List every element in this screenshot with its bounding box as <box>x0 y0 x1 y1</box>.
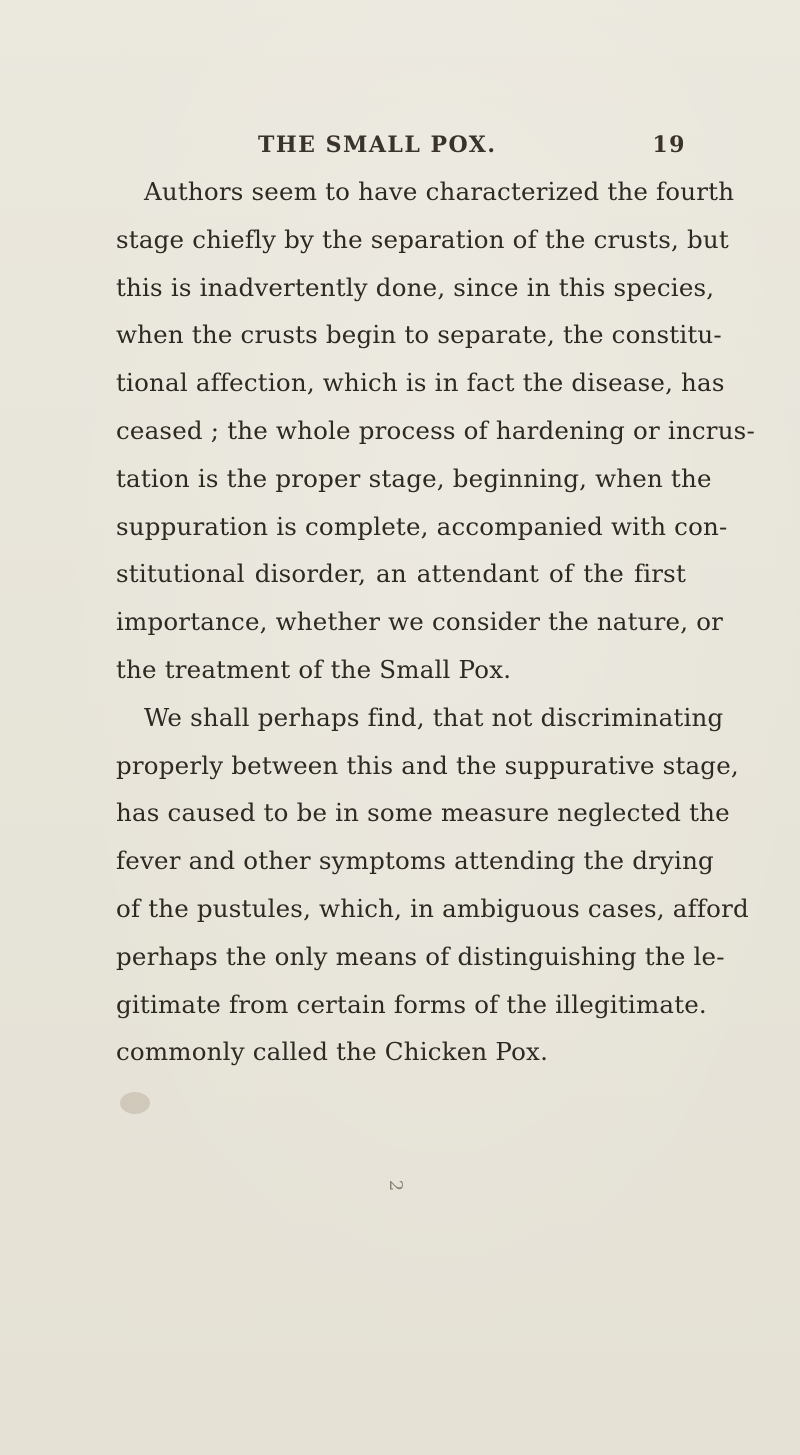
paper-stain <box>120 1092 150 1114</box>
text-line: stage chiefly by the separation of the crusts, but <box>116 224 729 254</box>
text-line: We shall perhaps find, that not discriminating <box>144 702 724 732</box>
text-line: of the pustules, which, in ambiguous cases, afford <box>116 893 749 923</box>
text-line: fever and other symptoms attending the drying <box>116 846 714 876</box>
signature-mark: 2 <box>385 1179 407 1192</box>
text-line: perhaps the only means of distinguishing the le- <box>116 941 725 971</box>
text-line: commonly called the Chicken Pox. <box>116 1037 549 1067</box>
text-line: when the crusts begin to separate, the constitu- <box>116 320 722 350</box>
page-number: 19 <box>652 132 686 158</box>
text-line: importance, whether we consider the nature, or <box>116 607 724 637</box>
text-line: stitutional disorder, an attendant of the first <box>116 559 686 589</box>
text-line: has caused to be in some measure neglected the <box>116 798 730 828</box>
text-line: suppuration is complete, accompanied with con- <box>116 511 728 541</box>
text-line: properly between this and the suppurative stage, <box>116 750 739 780</box>
text-line: tional affection, which is in fact the disease, has <box>116 368 725 398</box>
text-line: this is inadvertently done, since in this species, <box>116 272 715 302</box>
text-line: gitimate from certain forms of the illegitimate. <box>116 989 707 1019</box>
text-line: tation is the proper stage, beginning, when the <box>116 463 712 493</box>
running-title: THE SMALL POX. <box>258 132 497 158</box>
text-line: the treatment of the Small Pox. <box>116 654 512 684</box>
text-line: ceased ; the whole process of hardening or incrus- <box>116 415 755 445</box>
text-line: Authors seem to have characterized the fourth <box>144 177 735 206</box>
page-header <box>258 132 698 162</box>
body-text <box>116 168 755 1076</box>
